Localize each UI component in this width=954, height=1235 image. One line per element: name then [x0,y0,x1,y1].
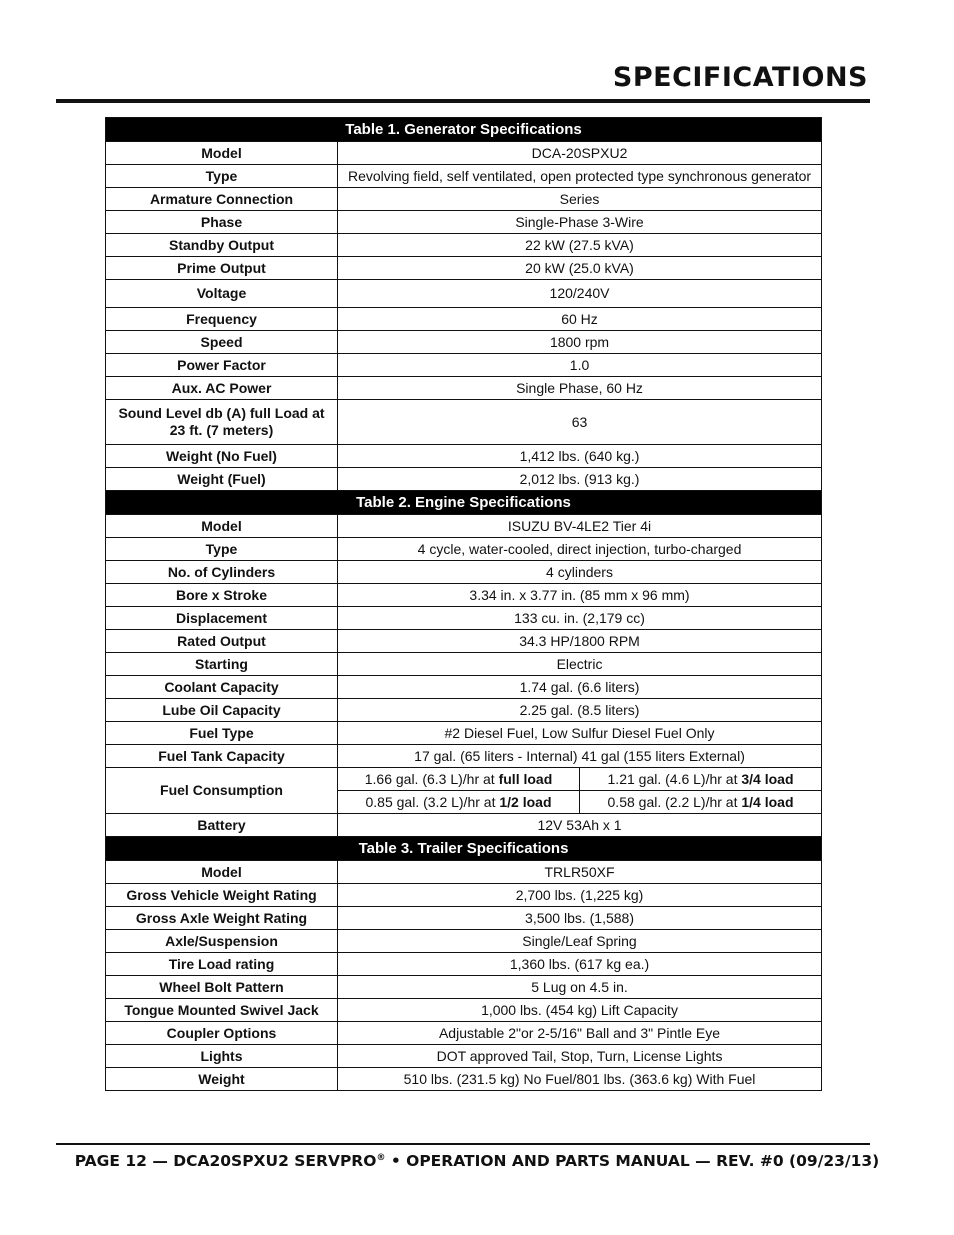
spec-row [106,676,822,699]
spec-value: 3,500 lbs. (1,588) [338,907,822,930]
fuel-rate: 0.58 gal. (2.2 L)/hr at [607,793,742,810]
footer-rule [56,1143,870,1145]
spec-label: Model [106,142,338,165]
spec-label: Gross Vehicle Weight Rating [106,884,338,907]
spec-label: No. of Cylinders [106,561,338,584]
spec-value: 133 cu. in. (2,179 cc) [338,607,822,630]
spec-row [106,165,822,188]
page-title: SPECIFICATIONS [612,62,868,93]
trailer-table-header-row [106,837,822,861]
spec-label: Power Factor [106,354,338,377]
spec-value: 60 Hz [338,308,822,331]
spec-row [106,515,822,538]
spec-label: Fuel Consumption [106,768,338,814]
fuel-consumption-cell [580,791,822,814]
spec-row [106,142,822,165]
spec-label: Model [106,861,338,884]
page-footer [0,1152,954,1170]
spec-label: Fuel Tank Capacity [106,745,338,768]
spec-label: Rated Output [106,630,338,653]
fuel-consumption-cell [338,768,580,791]
generator-table-header-row [106,118,822,142]
spec-row [106,1045,822,1068]
fuel-load: 1/2 load [499,793,552,810]
spec-label: Frequency [106,308,338,331]
spec-row [106,354,822,377]
spec-row [106,953,822,976]
engine-table-title: Table 2. Engine Specifications [106,491,822,515]
spec-row [106,999,822,1022]
spec-value: 17 gal. (65 liters - Internal) 41 gal (155 liters External) [338,745,822,768]
spec-value: #2 Diesel Fuel, Low Sulfur Diesel Fuel Only [338,722,822,745]
spec-row [106,699,822,722]
spec-value: Single Phase, 60 Hz [338,377,822,400]
spec-value: 4 cycle, water-cooled, direct injection, turbo-charged [338,538,822,561]
trailer-table-title: Table 3. Trailer Specifications [106,837,822,861]
spec-label: Coupler Options [106,1022,338,1045]
spec-label: Type [106,538,338,561]
spec-row [106,561,822,584]
spec-value: 63 [338,400,822,445]
spec-label: Displacement [106,607,338,630]
spec-value: 1,360 lbs. (617 kg ea.) [338,953,822,976]
fuel-rate: 0.85 gal. (3.2 L)/hr at [365,793,500,810]
spec-label: Coolant Capacity [106,676,338,699]
spec-value: 1,412 lbs. (640 kg.) [338,445,822,468]
registered-mark: ® [376,1152,386,1163]
spec-value: Adjustable 2"or 2-5/16" Ball and 3" Pintle Eye [338,1022,822,1045]
spec-label: Wheel Bolt Pattern [106,976,338,999]
fuel-consumption-row [106,768,822,791]
spec-value: 5 Lug on 4.5 in. [338,976,822,999]
spec-row [106,584,822,607]
spec-row [106,814,822,837]
spec-label: Gross Axle Weight Rating [106,907,338,930]
spec-label: Weight (Fuel) [106,468,338,491]
spec-row [106,607,822,630]
spec-value: 1800 rpm [338,331,822,354]
spec-value: 2,700 lbs. (1,225 kg) [338,884,822,907]
spec-value: 34.3 HP/1800 RPM [338,630,822,653]
spec-row [106,1022,822,1045]
spec-label: Weight [106,1068,338,1091]
fuel-consumption-cell [338,791,580,814]
spec-row [106,308,822,331]
spec-value: 20 kW (25.0 kVA) [338,257,822,280]
fuel-rate: 1.66 gal. (6.3 L)/hr at [364,770,499,787]
specifications-table [105,117,822,1091]
spec-row [106,976,822,999]
spec-value: 2.25 gal. (8.5 liters) [338,699,822,722]
spec-label: Tongue Mounted Swivel Jack [106,999,338,1022]
spec-row [106,280,822,308]
spec-row [106,211,822,234]
spec-label: Weight (No Fuel) [106,445,338,468]
spec-row [106,377,822,400]
spec-value: DOT approved Tail, Stop, Turn, License Lights [338,1045,822,1068]
spec-label: Standby Output [106,234,338,257]
spec-label: Type [106,165,338,188]
spec-label: Starting [106,653,338,676]
spec-label: Lights [106,1045,338,1068]
spec-value: 2,012 lbs. (913 kg.) [338,468,822,491]
footer-text-rest: • OPERATION AND PARTS MANUAL — REV. #0 (09/23/13) [385,1152,880,1170]
spec-value: ISUZU BV-4LE2 Tier 4i [338,515,822,538]
fuel-load: full load [498,770,553,787]
spec-value: Single-Phase 3-Wire [338,211,822,234]
fuel-rate: 1.21 gal. (4.6 L)/hr at [607,770,742,787]
spec-row [106,745,822,768]
spec-row [106,884,822,907]
fuel-load: 1/4 load [741,793,794,810]
spec-row [106,331,822,354]
spec-value: 120/240V [338,280,822,308]
spec-row [106,630,822,653]
generator-table-title: Table 1. Generator Specifications [106,118,822,142]
spec-label: Lube Oil Capacity [106,699,338,722]
spec-label: Sound Level db (A) full Load at 23 ft. (7 meters) [106,400,338,445]
spec-row [106,722,822,745]
engine-table-header-row [106,491,822,515]
spec-label: Model [106,515,338,538]
spec-value: TRLR50XF [338,861,822,884]
spec-row [106,445,822,468]
spec-row [106,907,822,930]
spec-row [106,188,822,211]
spec-row [106,861,822,884]
spec-value: 4 cylinders [338,561,822,584]
footer-text: PAGE 12 — DCA20SPXU2 SERVPRO [74,1152,377,1170]
header-rule [56,99,870,103]
spec-row [106,653,822,676]
spec-value: 1.0 [338,354,822,377]
spec-value: Revolving field, self ventilated, open protected type synchronous generator [338,165,822,188]
specifications-table-body [106,118,822,1091]
spec-value: 1.74 gal. (6.6 liters) [338,676,822,699]
spec-label: Axle/Suspension [106,930,338,953]
spec-row [106,1068,822,1091]
spec-label: Phase [106,211,338,234]
spec-row [106,234,822,257]
spec-value: DCA-20SPXU2 [338,142,822,165]
spec-label: Tire Load rating [106,953,338,976]
spec-label: Voltage [106,280,338,308]
spec-value: 12V 53Ah x 1 [338,814,822,837]
spec-row [106,538,822,561]
spec-label: Speed [106,331,338,354]
spec-value: Electric [338,653,822,676]
spec-label: Aux. AC Power [106,377,338,400]
spec-label: Bore x Stroke [106,584,338,607]
spec-label: Prime Output [106,257,338,280]
spec-label: Fuel Type [106,722,338,745]
spec-value: Series [338,188,822,211]
spec-row [106,930,822,953]
spec-value: 3.34 in. x 3.77 in. (85 mm x 96 mm) [338,584,822,607]
spec-label: Battery [106,814,338,837]
fuel-consumption-cell [580,768,822,791]
spec-value: 22 kW (27.5 kVA) [338,234,822,257]
spec-value: 510 lbs. (231.5 kg) No Fuel/801 lbs. (363.6 kg) With Fuel [338,1068,822,1091]
spec-row [106,257,822,280]
spec-value: 1,000 lbs. (454 kg) Lift Capacity [338,999,822,1022]
spec-value: Single/Leaf Spring [338,930,822,953]
spec-row [106,468,822,491]
spec-row [106,400,822,445]
spec-label: Armature Connection [106,188,338,211]
fuel-load: 3/4 load [741,770,794,787]
